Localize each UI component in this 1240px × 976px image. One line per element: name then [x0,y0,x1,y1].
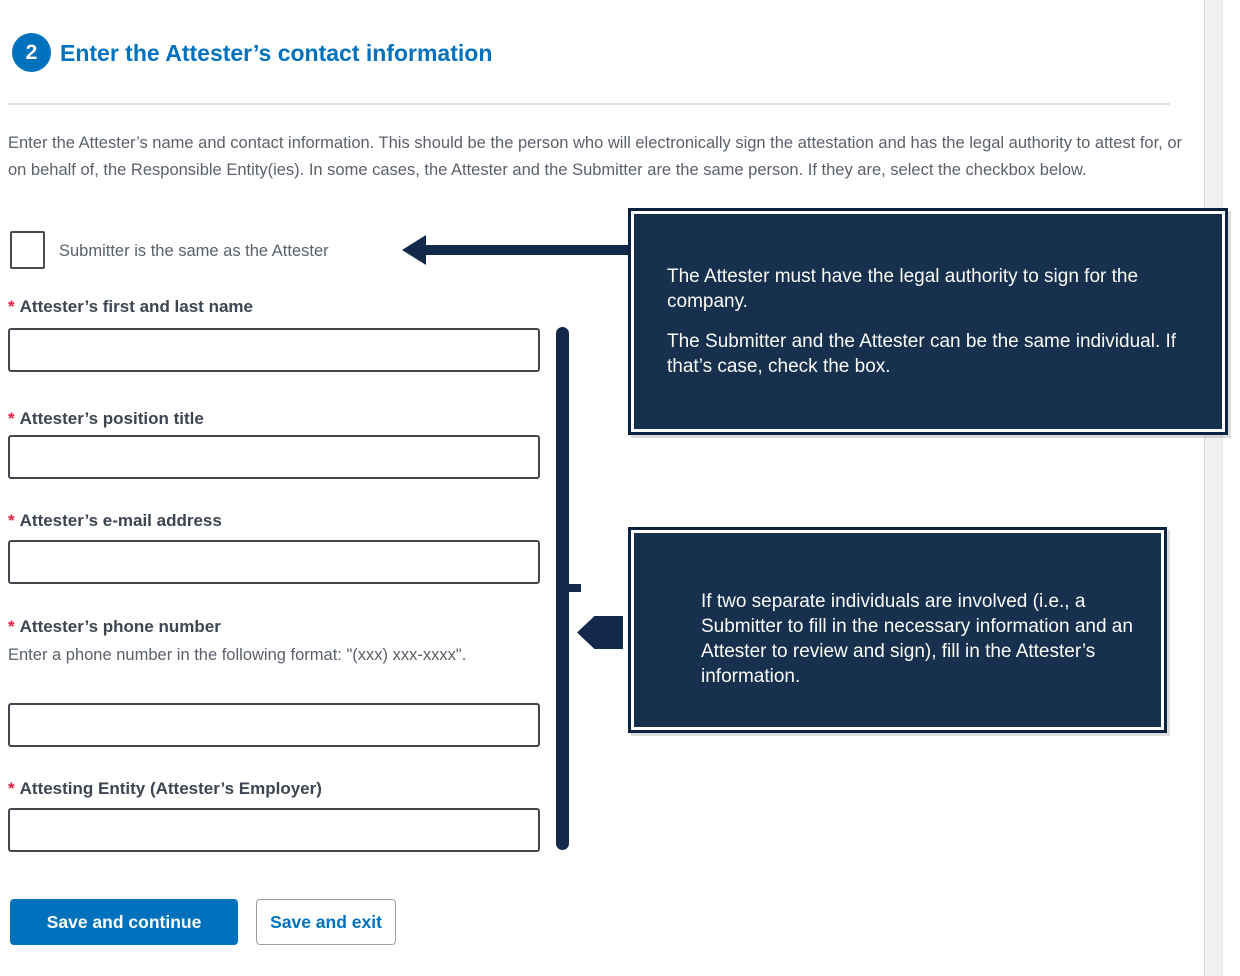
save-and-exit-button[interactable]: Save and exit [256,899,396,945]
field-label-phone [8,617,221,637]
field-label-position-title [8,409,204,429]
field-label-email [8,511,222,531]
field-label-text: Attester’s phone number [19,617,221,636]
arrow-left-icon [577,616,623,649]
vertical-scrollbar[interactable] [1204,0,1223,976]
field-label-text: Attester’s e-mail address [19,511,222,530]
fields-bracket-tick [567,584,581,592]
email-input[interactable] [8,540,540,584]
intro-text: Enter the Attester’s name and contact information. This should be the person who will electronically sign the attestation and has the legal authority to attest for, or on behalf of, the Responsible Entity(ies). In some cases, the Attester and the Submitter are the same person. If they are, select the checkbox below. [8,134,1183,179]
phone-format-hint: Enter a phone number in the following format: "(xxx) xxx-xxxx". [8,646,467,664]
same-as-attester-checkbox-label: Submitter is the same as the Attester [59,242,329,260]
attesting-entity-input[interactable] [8,808,540,852]
field-label-text: Attester’s position title [19,409,204,428]
field-label-text: Attesting Entity (Attester’s Employer) [19,779,322,798]
field-label-text: Attester’s first and last name [19,297,253,316]
field-label-first-last-name [8,297,253,317]
required-asterisk: * [8,617,15,636]
save-and-continue-button[interactable]: Save and continue [10,899,238,945]
position-title-input[interactable] [8,435,540,479]
callout-separate-individuals [628,527,1167,733]
callout-text: The Submitter and the Attester can be the same individual. If that’s case, check the box. [667,331,1177,377]
required-asterisk: * [8,511,15,530]
callout-attester-authority [628,208,1228,435]
callout-text: The Attester must have the legal authority to sign for the company. [667,266,1139,312]
required-asterisk: * [8,779,15,798]
section-divider [8,103,1170,105]
same-as-attester-checkbox[interactable] [10,231,45,269]
page-title: Enter the Attester’s contact information [60,40,493,66]
required-asterisk: * [8,409,15,428]
callout-text: If two separate individuals are involved (i.e., a Submitter to fill in the necessary information and an Attester to review and sign), fill in the Attester’s information. [701,591,1133,687]
arrow-shaft [424,245,633,255]
step-number-badge: 2 [12,33,51,72]
first-last-name-input[interactable] [8,328,540,372]
phone-number-input[interactable] [8,703,540,747]
required-asterisk: * [8,297,15,316]
arrow-left-icon [402,235,426,265]
field-label-attesting-entity [8,779,322,799]
